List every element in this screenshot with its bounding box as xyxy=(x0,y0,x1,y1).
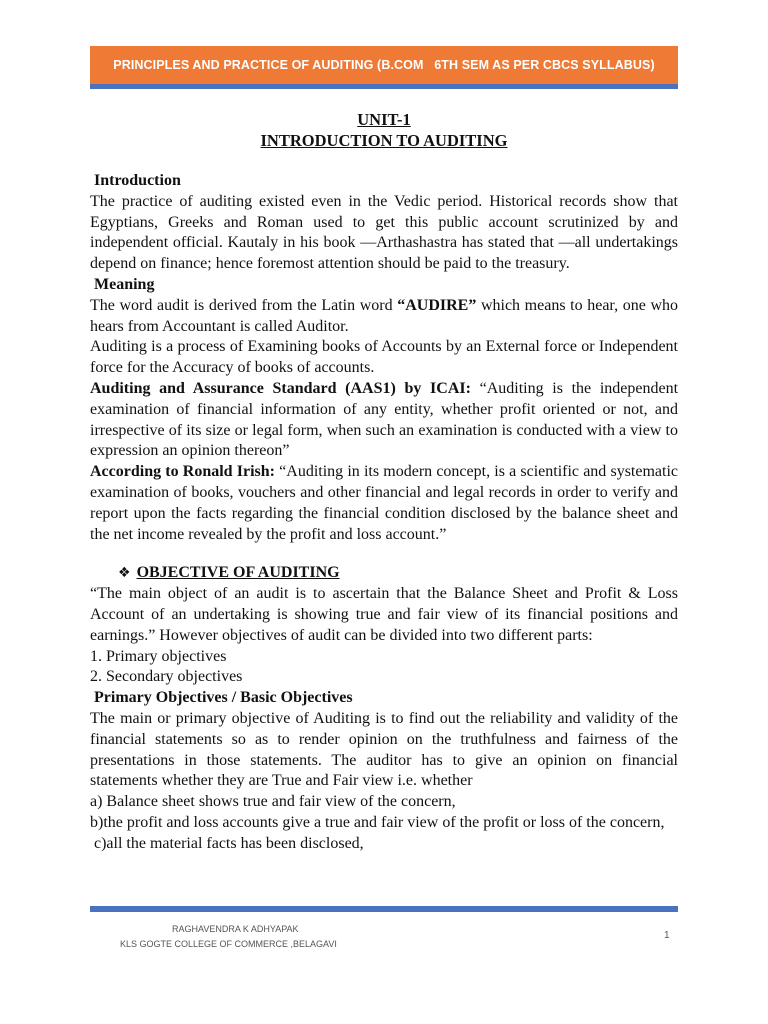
unit-title: INTRODUCTION TO AUDITING xyxy=(260,130,508,150)
footer-college: KLS GOGTE COLLEGE OF COMMERCE ,BELAGAVI xyxy=(120,939,337,949)
page-number: 1 xyxy=(664,930,670,941)
primary-item-a: a) Balance sheet shows true and fair view of the concern, xyxy=(90,793,456,811)
page-content xyxy=(90,110,678,855)
footer-divider xyxy=(90,906,678,912)
primary-objectives-paragraph: The main or primary objective of Auditing is to find out the reliability and validity of the financial statements so as to render opinion on the truthfulness and fairness of the presentations in those statements. The auditor has to give an opinion on financial statements whether they are True and Fair view i.e. whether xyxy=(90,709,678,790)
footer-author: RAGHAVENDRA K ADHYAPAK xyxy=(172,924,299,934)
ronald-irish-definition xyxy=(90,462,678,545)
primary-item-c: c)all the material facts has been disclosed, xyxy=(90,834,364,852)
objective-paragraph: “The main object of an audit is to ascertain that the Balance Sheet and Profit & Loss Account of an undertaking is showing true and fair view of its financial positions and earnings.” However objectives of audit can be divided into two different parts: xyxy=(90,585,678,644)
diamond-bullet-icon: ❖ xyxy=(118,565,131,582)
meaning-paragraph-1 xyxy=(90,296,678,338)
primary-item-b: b)the profit and loss accounts give a true and fair view of the profit or loss of the concern, xyxy=(90,813,665,831)
footer-credits xyxy=(120,922,337,952)
meaning-p1-end: which means to hear, one who hears from Accountant is called Auditor. xyxy=(90,296,678,335)
introduction-heading: Introduction xyxy=(94,172,181,189)
unit-number: UNIT-1 xyxy=(357,110,411,129)
aas1-definition xyxy=(90,379,678,462)
document-header: PRINCIPLES AND PRACTICE OF AUDITING (B.COM 6TH SEM AS PER CBCS SYLLABUS) xyxy=(90,46,678,89)
aas1-text: “Auditing is the independent examination of financial information of any entity, whether profit oriented or not, and irrespective of its size or legal form, when such an examination is conducted with a view to expression an opinion thereon” xyxy=(90,379,679,460)
meaning-p1-start: The word audit is derived from the Latin word xyxy=(90,296,398,314)
objective-heading-label: OBJECTIVE OF AUDITING xyxy=(136,564,340,582)
meaning-heading: Meaning xyxy=(94,275,155,293)
aas1-label: Auditing and Assurance Standard (AAS1) by ICAI: xyxy=(90,379,471,397)
objective-list-item-1: 1. Primary objectives xyxy=(90,647,227,665)
ronald-irish-label: According to Ronald Irish: xyxy=(90,463,275,481)
meaning-paragraph-2: Auditing is a process of Examining books of Accounts by an External force or Independent force for the Accuracy of books of accounts. xyxy=(90,338,678,377)
introduction-paragraph: The practice of auditing existed even in the Vedic period. Historical records show that Egyptians, Greeks and Roman used to get this public account scrutinized by and independent official. Kautaly in his book —Arthashastra has stated that —all undertakings depend on finance; hence foremost attention should be paid to the treasury. xyxy=(90,192,678,273)
primary-objectives-heading: Primary Objectives / Basic Objectives xyxy=(94,689,353,707)
ronald-irish-text: “Auditing in its modern concept, is a scientific and systematic examination of books, vouchers and other financial and legal records in order to verify and report upon the facts regarding the financial condition disclosed by the balance sheet and the net income revealed by the profit and loss account.” xyxy=(90,463,679,543)
objective-heading xyxy=(90,563,678,584)
objective-list-item-2: 2. Secondary objectives xyxy=(90,668,243,686)
audire-term: “AUDIRE” xyxy=(397,296,477,314)
